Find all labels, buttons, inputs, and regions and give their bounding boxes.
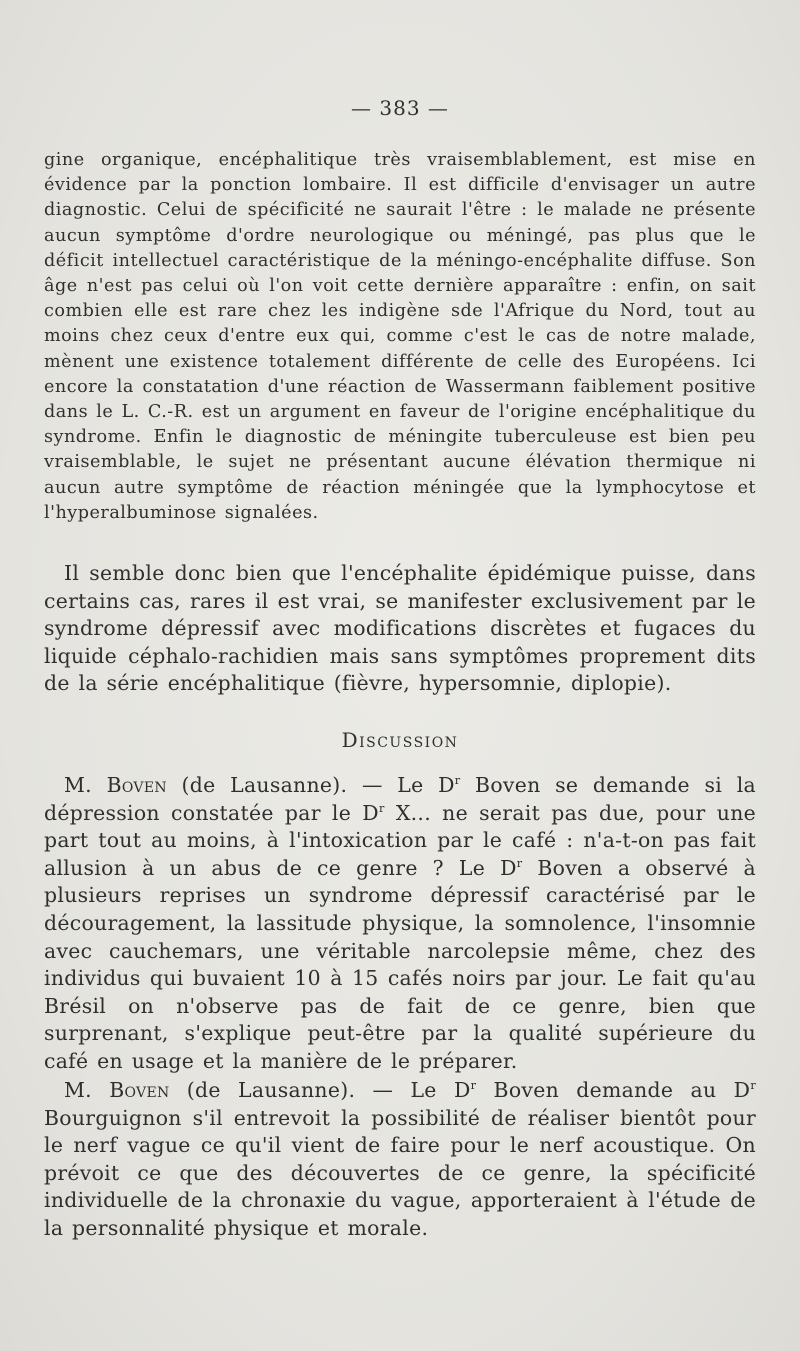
superscript: r bbox=[454, 774, 461, 788]
discussion-paragraph-1 bbox=[44, 772, 756, 1076]
paragraph-text bbox=[44, 772, 756, 1076]
speaker-name: Boven bbox=[106, 773, 167, 797]
heading-text: Discussion bbox=[341, 728, 459, 752]
paragraph-text: Il semble donc bien que l'encéphalite épidémique puisse, dans certains cas, rares il est vrai, se manifester exclusivement par le syndrome dépressif avec modifications discrètes et fugaces du liquide céphalo-rachidien mais sans symptômes proprement dits de la série encéphalitique (fièvre, hypersomnie, diplopie). bbox=[44, 561, 756, 696]
text-segment: Bourguignon s'il entrevoit la possibilité de réaliser bientôt pour le nerf vague ce qu'il vient de faire pour le nerf acoustique. On prévoit ce que des découvertes de ce genre, la spécificité individuelle de la chronaxie du vague, apporteraient à l'étude de la personnalité physique et morale. bbox=[44, 1105, 756, 1240]
discussion-paragraph-2 bbox=[44, 1077, 756, 1243]
paragraph-continuation bbox=[44, 148, 756, 526]
text-segment: Boven a observé à plusieurs reprises un syndrome dépressif caractérisé par le découragement, la lassitude physique, la somnolence, l'insomnie avec cauchemars, une véritable narcolepsie même, chez des individus qui buvaient 10 à 15 cafés noirs par jour. Le fait qu'au Brésil on n'observe pas de fait de ce genre, bien que surprenant, s'explique peut-être par la qualité supérieure du café en usage et la manière de le préparer. bbox=[44, 855, 756, 1073]
superscript: r bbox=[378, 801, 385, 815]
superscript: r bbox=[750, 1079, 756, 1093]
paragraph-text: gine organique, encéphalitique très vraisemblablement, est mise en évidence par la ponction lombaire. Il est difficile d'envisager un autre diagnostic. Celui de spécificité ne saurait l'être : le malade ne présente aucun symptôme d'ordre neurologique ou méningé, pas plus que le déficit intellectuel caractéristique de la méningo-encéphalite diffuse. Son âge n'est pas celui où l'on voit cette dernière apparaître : enfin, on sait combien elle est rare chez les indigène sde l'Afrique du Nord, tout au moins chez ceux d'entre eux qui, comme c'est le cas de notre malade, mènent une existence totalement différente de celle des Européens. Ici encore la constatation d'une réaction de Wassermann faiblement positive dans le L. C.-R. est un argument en faveur de l'origine encéphalitique du syndrome. Enfin le diagnostic de méningite tuberculeuse est bien peu vraisemblable, le sujet ne présentant aucune élévation thermique ni aucun autre symptôme de réaction méningée que la lymphocytose et l'hyperalbuminose signalées. bbox=[44, 150, 756, 523]
superscript: r bbox=[470, 1079, 477, 1093]
paragraph-conclusion bbox=[44, 560, 756, 698]
text-segment: X... ne serait pas due, pour une part tout au moins, à l'intoxication par le café : n'a-t-on pas fait allusion à un abus de ce genre ? Le D bbox=[44, 800, 757, 880]
speaker-name: Boven bbox=[109, 1078, 170, 1102]
text-segment: Boven se demande si la dépression constatée par le D bbox=[44, 773, 756, 825]
speaker-place: (de Lausanne). — Le D bbox=[181, 773, 455, 797]
page-number: — 383 — bbox=[351, 96, 449, 120]
speaker-place: (de Lausanne). — Le D bbox=[186, 1078, 471, 1102]
text-segment: Boven demande au D bbox=[476, 1078, 751, 1102]
section-heading bbox=[44, 728, 756, 752]
speaker-title: M. bbox=[64, 1078, 92, 1102]
paragraph-text bbox=[44, 1077, 756, 1243]
superscript: r bbox=[516, 856, 523, 870]
speaker-title: M. bbox=[64, 773, 92, 797]
